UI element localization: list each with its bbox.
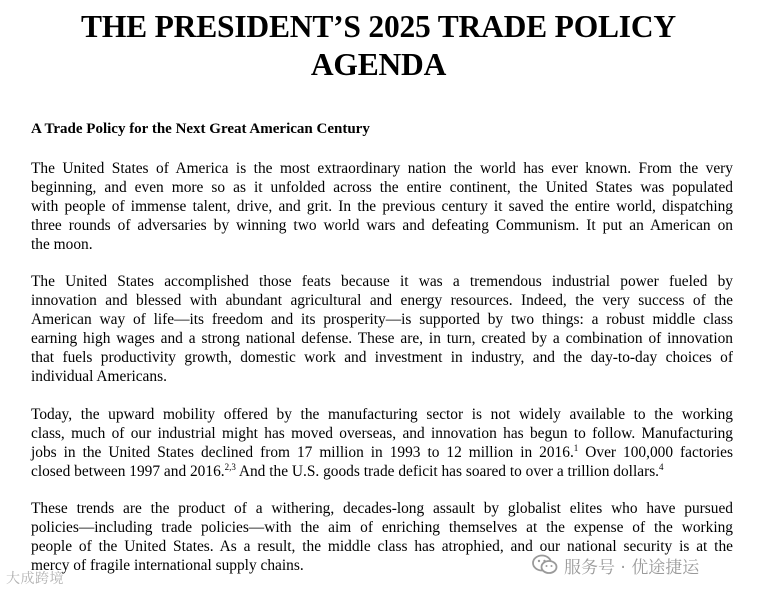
footnote-ref: 4 [659, 462, 664, 472]
wechat-icon [532, 554, 558, 576]
paragraph-line: The United States of America is the most extraordinary nation the world has ever known. From the very [31, 160, 733, 177]
paragraph-line: people of the United States. As a result, the middle class has atrophied, and our national security is at the [31, 538, 733, 555]
line-text: closed between 1997 and 2016. [31, 463, 225, 480]
paragraph-line: The United States accomplished those feats because it was a tremendous industrial power fueled by [31, 273, 733, 290]
paragraph-line: individual Americans. [31, 368, 167, 385]
line-text: Over 100,000 factories [578, 444, 733, 461]
watermark-right-text: 服务号 · 优途捷运 [564, 557, 700, 578]
paragraph-1 [31, 159, 733, 254]
paragraph-line: innovation and blessed with abundant agricultural and energy resources. Indeed, the very success of the [31, 292, 733, 309]
watermark-right [532, 553, 699, 577]
line-text: jobs in the United States declined from 17 million in 1993 to 12 million in 2016. [31, 444, 574, 461]
paragraph-3 [31, 405, 733, 481]
paragraph-line: with people of immense talent, drive, and grit. In the previous century it saved the entire world, dispatching [31, 198, 733, 215]
document-title [0, 8, 757, 84]
line-text: And the U.S. goods trade deficit has soared to over a trillion dollars. [235, 463, 660, 480]
paragraph-line: mercy of fragile international supply chains. [31, 557, 304, 574]
paragraph-line: earning high wages and a strong national defense. These are, in turn, created by a combination of innovation [31, 330, 733, 347]
watermark-left: 大成跨境 [6, 571, 64, 587]
paragraph-line: These trends are the product of a withering, decades-long assault by globalist elites who have pursued [31, 500, 733, 517]
title-line-2: AGENDA [310, 47, 447, 82]
footnote-ref: 2,3 [224, 462, 236, 472]
paragraph-line: policies—including trade policies—with the aim of enriching themselves at the expense of the working [31, 519, 733, 536]
paragraph-2 [31, 272, 733, 386]
title-line-1: THE PRESIDENT’S 2025 TRADE POLICY [81, 9, 676, 44]
footnote-ref: 1 [573, 443, 579, 453]
paragraph-line [31, 443, 733, 462]
paragraph-line: Today, the upward mobility offered by the manufacturing sector is not widely available to the working [31, 406, 733, 423]
paragraph-line: class, much of our industrial might has moved overseas, and innovation has begun to follow. Manufacturing [31, 425, 733, 442]
paragraph-line [31, 462, 733, 481]
paragraph-line: the moon. [31, 236, 93, 253]
paragraph-line: that fuels productivity growth, domestic work and investment in industry, and the day-to-day choices of [31, 349, 733, 366]
paragraph-line: three rounds of adversaries by winning two world wars and defeating Communism. It put an American on [31, 217, 733, 234]
paragraph-line: American way of life—its freedom and its prosperity—is supported by two things: a robust middle class [31, 311, 733, 328]
section-heading: A Trade Policy for the Next Great American Century [31, 121, 370, 137]
paragraph-line: beginning, and even more so as it unfolded across the entire continent, the United States was populated [31, 179, 733, 196]
